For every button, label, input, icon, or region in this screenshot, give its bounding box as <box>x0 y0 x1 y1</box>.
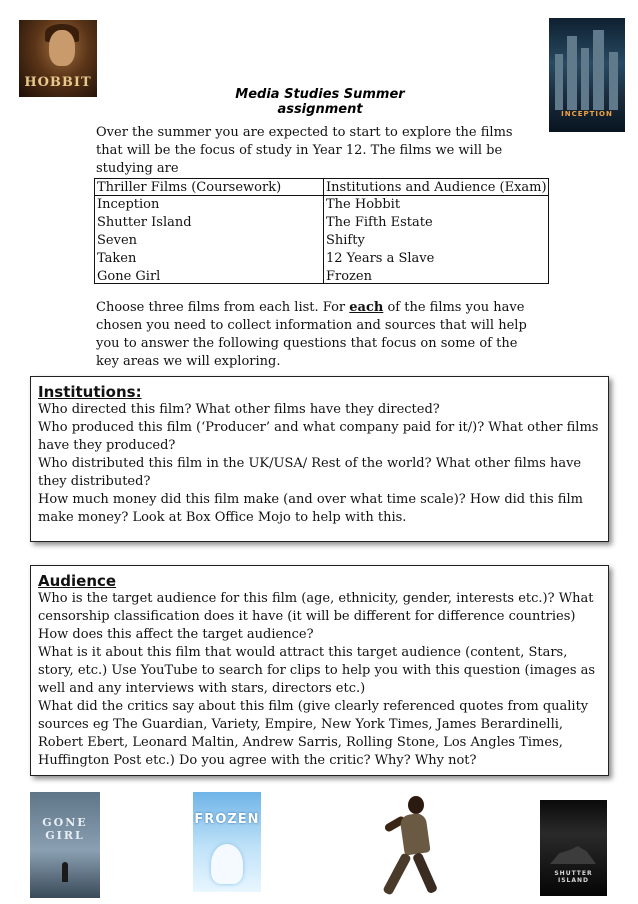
shutter-island-poster-title: SHUTTER ISLAND <box>554 870 593 884</box>
shutter-island-poster <box>540 800 607 896</box>
table-cell: 12 Years a Slave <box>326 251 435 266</box>
frozen-poster <box>193 792 261 892</box>
audience-box <box>30 565 609 776</box>
institutions-question: How much money did this film make (and over what time scale)? How did this film make money? Look at Box Office Mojo to help with this. <box>38 492 583 525</box>
institutions-question: Who distributed this film in the UK/USA/ Rest of the world? What other films have they distributed? <box>38 456 582 489</box>
institutions-box <box>30 376 609 542</box>
instructions-before: Choose three films from each list. For <box>96 300 350 315</box>
instructions-after: of the films you have chosen you need to collect information and sources that will help you to answer the following questions that focus on some of the key areas we will exploring. <box>96 300 527 369</box>
inception-poster <box>549 18 625 132</box>
instructions-emphasis: each <box>349 300 384 315</box>
hobbit-poster <box>19 20 97 97</box>
institutions-heading: Institutions: <box>38 383 142 401</box>
coursework-column <box>95 179 324 283</box>
hobbit-poster-title: HOBBIT <box>24 75 92 90</box>
table-cell: Taken <box>97 251 137 266</box>
gone-girl-poster-title: GONE GIRL <box>42 816 88 842</box>
audience-heading: Audience <box>38 572 117 590</box>
audience-question: Who is the target audience for this film (age, ethnicity, gender, interests etc.)? What censorship classification does it have (it will be different for difference countries) How does this affect the target audience? <box>38 591 594 642</box>
gone-girl-poster <box>30 792 100 898</box>
audience-question: What is it about this film that would attract this target audience (content, Stars, story, etc.) Use YouTube to search for clips to help you with this question (images as well and any interviews with stars, directors etc.) <box>38 645 596 696</box>
institutions-question: Who directed this film? What other films have they directed? <box>38 402 440 417</box>
table-cell: Shutter Island <box>97 215 192 230</box>
twelve-years-a-slave-image <box>378 796 448 900</box>
instructions-text <box>96 299 538 371</box>
table-cell: Shifty <box>326 233 365 248</box>
exam-column <box>324 179 548 283</box>
audience-question: What did the critics say about this film (give clearly referenced quotes from quality sources eg The Guardian, Variety, Empire, New York Times, James Berardinelli, Robert Ebert, Leonard Maltin, Andrew Sarris, Rolling Stone, Los Angles Times, Huffington Post etc.) Do you agree with the critic? Why? Why not? <box>38 699 589 768</box>
table-cell: Seven <box>97 233 138 248</box>
table-cell: Inception <box>97 197 160 212</box>
table-header: Thriller Films (Coursework) <box>95 179 323 196</box>
frozen-poster-title: FROZEN <box>194 812 260 827</box>
page-title: Media Studies Summer assignment <box>235 87 405 117</box>
table-cell: The Hobbit <box>326 197 401 212</box>
films-table <box>94 178 549 284</box>
table-cell: Frozen <box>326 269 372 284</box>
table-header: Institutions and Audience (Exam) <box>326 180 547 195</box>
intro-text: Over the summer you are expected to start to explore the films that will be the focus of study in Year 12. The films we will be studying are <box>96 125 513 176</box>
inception-poster-title: INCEPTION <box>561 110 613 118</box>
institutions-question: Who produced this film (‘Producer’ and what company paid for it/)? What other films have they produced? <box>38 420 599 453</box>
table-cell: The Fifth Estate <box>326 215 433 230</box>
table-cell: Gone Girl <box>97 269 161 284</box>
